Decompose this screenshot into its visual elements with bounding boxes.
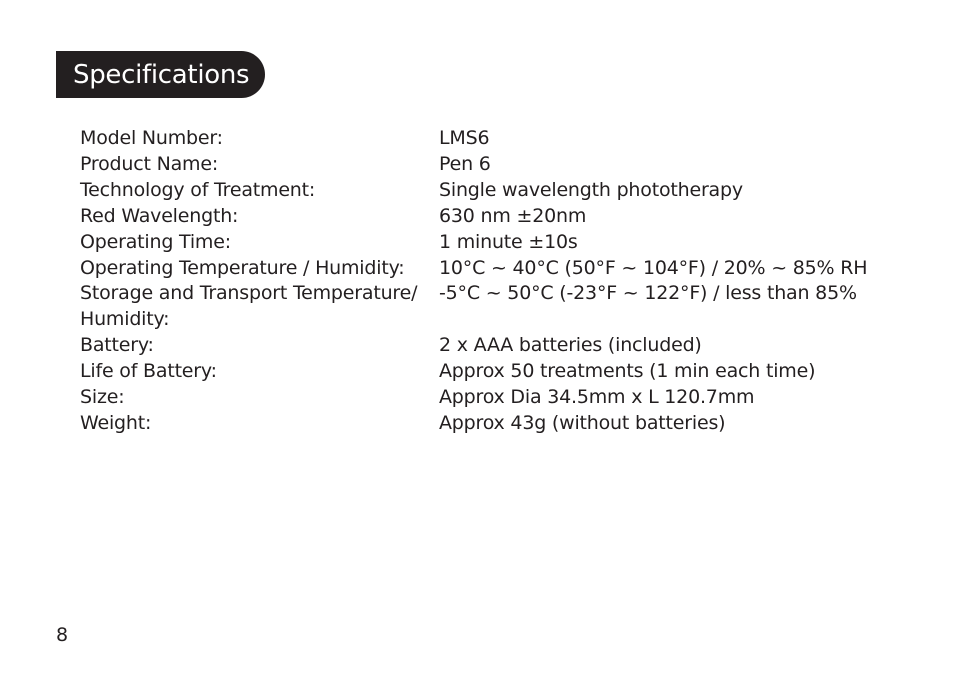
spec-value: LMS6 xyxy=(439,127,490,149)
spec-value: 630 nm ±20nm xyxy=(439,204,587,227)
spec-label: Weight: xyxy=(80,411,152,434)
spec-row-operating-time xyxy=(80,230,910,256)
spec-label: Size: xyxy=(80,386,125,409)
spec-label: Operating Temperature / Humidity: xyxy=(80,256,405,279)
spec-value: 1 minute ±10s xyxy=(439,230,578,253)
spec-value: Approx 50 treatments (1 min each time) xyxy=(439,360,816,383)
section-title-tab xyxy=(56,51,265,98)
spec-row-weight xyxy=(80,411,910,437)
spec-value: 10°C ~ 40°C (50°F ~ 104°F) / 20% ~ 85% RH xyxy=(439,256,868,279)
spec-label: Operating Time: xyxy=(80,230,231,253)
spec-row-battery xyxy=(80,333,910,359)
spec-row-operating-temperature xyxy=(80,256,910,282)
spec-row-red-wavelength xyxy=(80,204,910,230)
spec-value: -5°C ~ 50°C (-23°F ~ 122°F) / less than 85% xyxy=(439,282,857,305)
spec-label: Technology of Treatment: xyxy=(80,178,316,201)
section-title: Specifications xyxy=(73,59,250,90)
spec-label: Product Name: xyxy=(80,152,219,175)
spec-label: Life of Battery: xyxy=(80,360,217,383)
spec-row-product-name xyxy=(80,152,910,178)
spec-value: Approx 43g (without batteries) xyxy=(439,411,726,434)
spec-row-storage-temperature xyxy=(80,281,910,333)
spec-label: Storage and Transport Temperature/ Humidity: xyxy=(80,282,418,331)
spec-label: Battery: xyxy=(80,334,154,357)
spec-value: 2 x AAA batteries (included) xyxy=(439,334,702,357)
spec-label: Model Number: xyxy=(80,127,223,149)
spec-row-model-number xyxy=(80,126,910,152)
spec-value: Single wavelength phototherapy xyxy=(439,178,743,201)
spec-row-battery-life xyxy=(80,359,910,385)
page-number: 8 xyxy=(56,624,69,646)
spec-row-technology xyxy=(80,178,910,204)
spec-row-size xyxy=(80,385,910,411)
specifications-table xyxy=(80,126,910,437)
spec-value: Pen 6 xyxy=(439,152,491,175)
spec-label: Red Wavelength: xyxy=(80,204,239,227)
spec-value: Approx Dia 34.5mm x L 120.7mm xyxy=(439,386,755,409)
